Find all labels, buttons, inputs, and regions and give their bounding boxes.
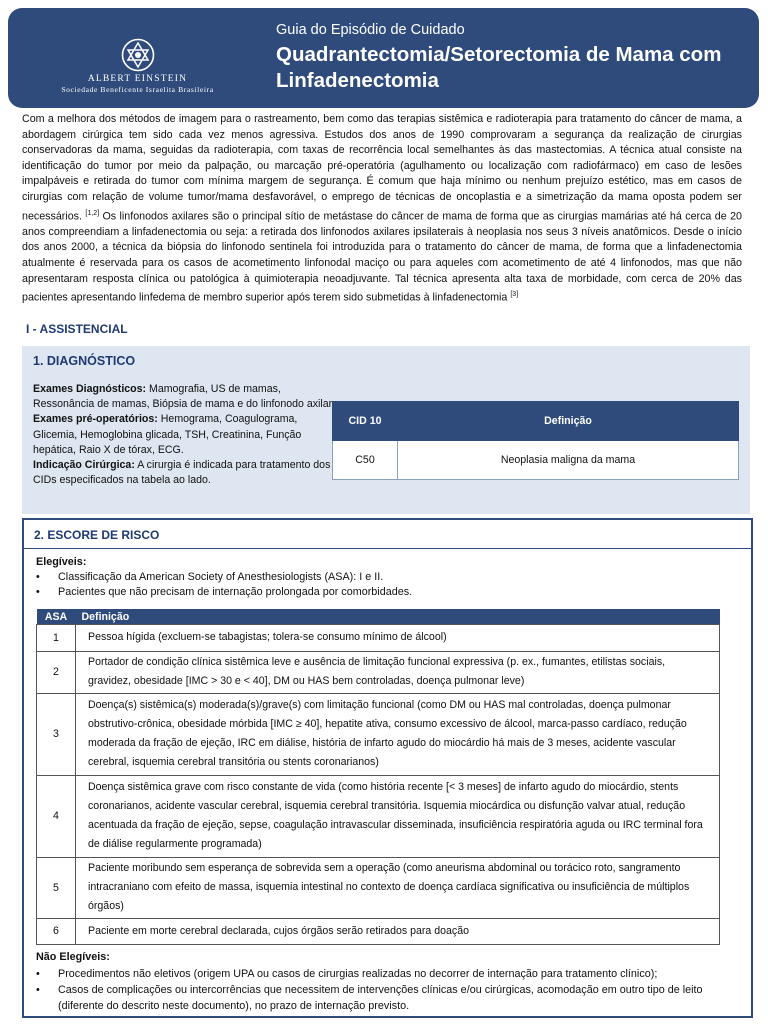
table-row: [333, 441, 739, 480]
list-item: [36, 571, 383, 583]
elegivel-text: Classificação da American Society of Anesthesiologists (ASA): I e II.: [58, 571, 384, 583]
escore-risco-section: [22, 518, 753, 1018]
nao-elegivel-text: Procedimentos não eletivos (origem UPA ou casos de cirurgias realizadas no decorrer de internação para tratamento clínico);: [58, 968, 658, 980]
indicacao-label: Indicação Cirúrgica:: [33, 459, 135, 472]
diagnostico-section: [22, 346, 750, 514]
asa-def-header: Definição: [76, 609, 720, 625]
cid-definition: Neoplasia maligna da mama: [398, 441, 739, 480]
bullet: •: [36, 968, 40, 980]
section-heading: I - ASSISTENCIAL: [26, 322, 128, 336]
nao-elegiveis-title: Não Elegíveis:: [36, 951, 110, 963]
cid-table: [332, 401, 739, 480]
preop-label: Exames pré-operatórios:: [33, 413, 158, 426]
diagnostico-text: [33, 382, 333, 488]
document-header: [8, 8, 759, 108]
intro-ref-1: [1,2]: [85, 209, 100, 217]
preop-text: Hemograma, Coagulograma, Glicemia, Hemoglobina glicada, TSH, Creatinina, Função hepática, Raio X de tórax, ECG.: [33, 413, 302, 456]
nao-elegivel-text: Casos de complicações ou intercorrências que necessitem de intervenções clínicas e/ou cirúrgicas, acomodação em outro tipo de leito (diferente do descrito neste documento), no prazo de internação previsto.: [58, 984, 703, 1012]
asa-class: 6: [37, 919, 76, 945]
asa-definition: Paciente em morte cerebral declarada, cujos órgãos serão retirados para doação: [76, 919, 720, 945]
section-divider: [24, 548, 751, 549]
logo-subtitle: Sociedade Beneficente Israelita Brasileira: [61, 85, 214, 94]
asa-definition: Doença sistêmica grave com risco constante de vida (como história recente [< 3 meses] de infarto agudo do miocárdio, stents coronarianos, acidente vascular cerebral, isquemia cerebral transitória. Isquemia miocárdica ou disfunção valvar atual, redução acentuada da fração de ejeção, sepse, coagulação intravascular disseminada, insuficiência respiratória aguda ou IRC terminal fora de diálise regularmente programada): [76, 776, 720, 858]
cid-code: C50: [333, 441, 398, 480]
asa-definition: Doença(s) sistêmica(s) moderada(s)/grave(s) com limitação funcional (como DM ou HAS mal controladas, doença pulmonar obstrutivo-crônica, obesidade mórbida [IMC ≥ 40], hepatite ativa, consumo excessivo de álcool, marca-passo cardíaco, redução moderada da fração de ejeção, IRC em diálise, história de infarto agudo do miocárdio há mais de 3 meses, acidente vascular cerebral, isquemia cerebral transitória ou stents coronarianos): [76, 694, 720, 776]
star-of-david-logo-icon: [121, 38, 155, 72]
bullet: •: [36, 571, 40, 583]
bullet: •: [36, 586, 40, 598]
intro-ref-2: [3]: [510, 291, 519, 299]
diagnostico-title: 1. DIAGNÓSTICO: [33, 354, 136, 368]
asa-class: 3: [37, 694, 76, 776]
einstein-logo: [30, 38, 245, 100]
guide-label: Guia do Episódio de Cuidado: [276, 22, 465, 38]
asa-header-row: [37, 609, 720, 625]
intro-text-1: Com a melhora dos métodos de imagem para o rastreamento, bem como das terapias sistêmica e radioterapia para tratamento do câncer de mama, a abordagem cirúrgica tem sido cada vez menos agressiva. Estudos dos anos de 1990 comprovaram a segurança da realização de cirurgias conservadoras da mama, seguidas da radioterapia, com taxas de recorrência local semelhantes às das mastectomias. A técnica atual consiste na identificação do tumor por meio da palpação, ou marcação pré-operatória (agulhamento ou localização com radiofármaco) em caso de lesões impalpáveis e retirada do tumor com mínima margem de segurança. É comum que haja mínimo ou nenhum prejuízo estético, mas em casos de cirurgias com relação de volume tumor/mama desfavorável, o emprego de técnicas de oncoplastia e a simetrização da mama oposta podem ser necessários.: [22, 113, 742, 223]
logo-name: ALBERT EINSTEIN: [87, 74, 188, 84]
intro-paragraph: [22, 112, 742, 306]
table-row: [37, 858, 720, 919]
exames-text: Mamografia, US de mamas, Ressonância de mamas, Biópsia de mama e do linfonodo axilar: [33, 383, 333, 411]
document-title: Quadrantectomia/Setorectomia de Mama com Linfadenectomia: [276, 43, 722, 92]
exames-label: Exames Diagnósticos:: [33, 383, 147, 395]
list-item: [36, 983, 726, 1014]
indicacao-text: A cirurgia é indicada para tratamento dos CIDs especificados na tabela ao lado.: [33, 459, 331, 487]
list-item: [36, 586, 412, 598]
asa-definition: Paciente moribundo sem esperança de sobrevida sem a operação (como aneurisma abdominal ou torácico roto, sangramento intracraniano com efeito de massa, isquemia intestinal no contexto de doença cardíaca significativa ou insuficiência de múltiplos órgãos): [76, 858, 720, 919]
list-item: [36, 967, 726, 983]
table-row: [37, 625, 720, 652]
asa-class: 1: [37, 625, 76, 652]
cid-def-header: Definição: [398, 402, 739, 441]
asa-class: 5: [37, 858, 76, 919]
elegivel-text: Pacientes que não precisam de internação prolongada por comorbidades.: [58, 586, 413, 598]
bullet: •: [36, 984, 40, 996]
escore-risco-title: 2. ESCORE DE RISCO: [34, 528, 160, 542]
table-row: [37, 919, 720, 945]
cid-header: CID 10: [333, 402, 398, 441]
cid-table-header-row: [333, 402, 739, 441]
asa-table: [36, 609, 720, 945]
asa-class: 4: [37, 776, 76, 858]
table-row: [37, 652, 720, 694]
asa-definition: Pessoa hígida (excluem-se tabagistas; tolera-se consumo mínimo de álcool): [76, 625, 720, 652]
asa-header: ASA: [37, 609, 76, 625]
elegiveis-title: Elegíveis:: [36, 556, 87, 568]
asa-class: 2: [37, 652, 76, 694]
table-row: [37, 694, 720, 776]
table-row: [37, 776, 720, 858]
asa-definition: Portador de condição clínica sistêmica leve e ausência de limitação funcional expressiva (p. ex., fumantes, etilistas sociais, gravidez, obesidade [IMC > 30 e < 40], DM ou HAS bem controladas, doença pulmonar leve): [76, 652, 720, 694]
intro-text-2: Os linfonodos axilares são o principal sítio de metástase do câncer de mama de forma que as cirurgias mamárias até há cerca de 20 anos compreendiam a linfadenectomia ou seja: a retirada dos linfonodos axilares ipsilaterais à neoplasia nos seus 3 níveis anatômicos. Desde o início dos anos 2000, a técnica da biópsia do linfonodo sentinela foi introduzida para o tratamento do câncer de mama, de forma que a linfadenectomia atualmente é reservada para os casos de acometimento linfonodal maciço ou para aqueles com acometimento de até 4 linfonodos, mas que não apresentaram resposta clínica ou patológica à quimioterapia neoadjuvante. Tal técnica apresenta alta taxa de morbidade, com cerca de 20% das pacientes apresentando linfedema de membro superior após terem sido submetidas à linfadenectomia: [22, 210, 742, 304]
